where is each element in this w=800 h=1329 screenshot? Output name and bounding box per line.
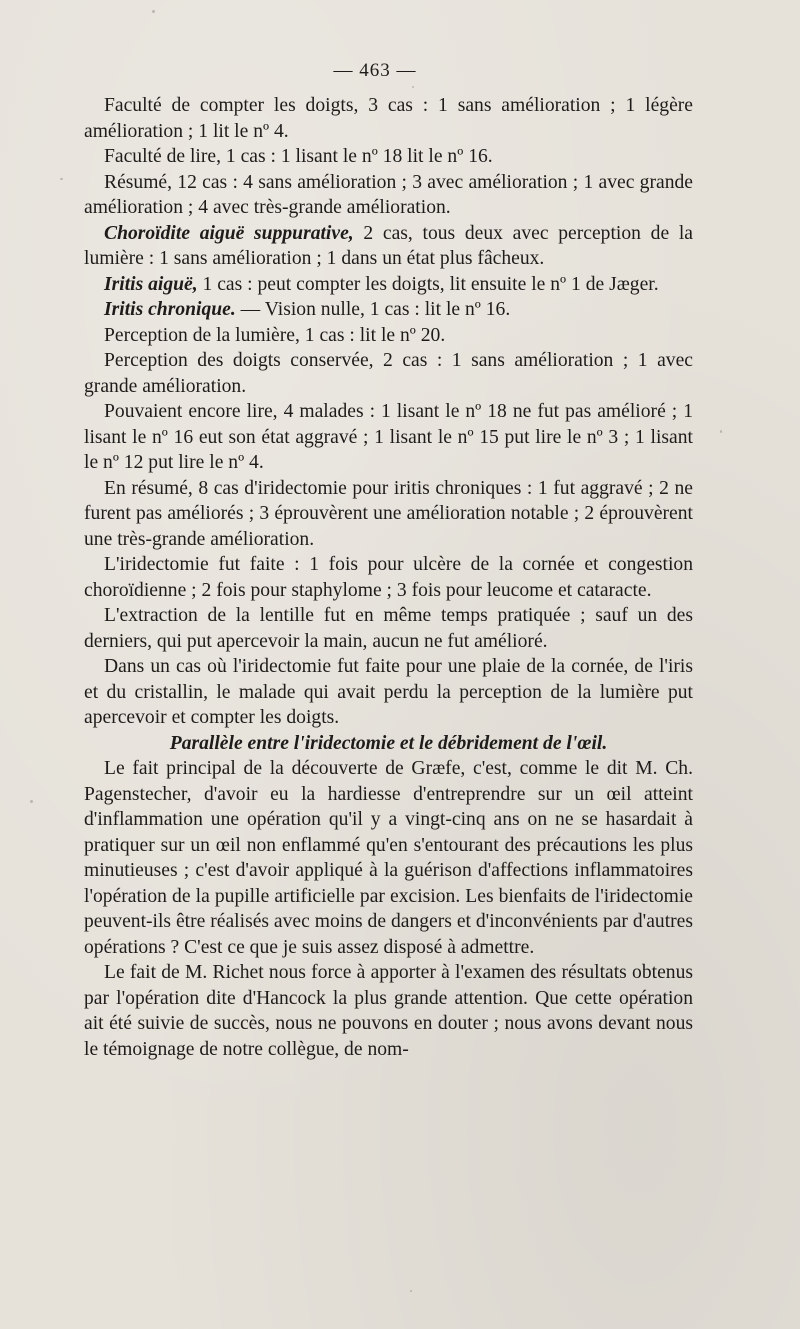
page-number: — 463 — xyxy=(333,60,417,81)
paper-speck xyxy=(410,1290,412,1292)
paper-speck xyxy=(60,178,63,180)
paragraph: L'extraction de la lentille fut en même temps pratiquée ; sauf un des derniers, qui put apercevoir la main, aucun ne fut amélioré. xyxy=(84,605,693,652)
paragraph: Le fait de M. Richet nous force à apporter à l'examen des résultats obtenus par l'opération dite d'Hancock la plus grande attention. Que cette opération ait été suivie de succès, nous ne pouvons en douter ; nous avons devant nous le témoignage de notre collègue, de nom- xyxy=(84,962,693,1060)
italic-label: Iritis aiguë, xyxy=(104,273,198,295)
paper-speck xyxy=(650,790,653,792)
paragraph: Perception des doigts conservée, 2 cas : 1 sans amélioration ; 1 avec grande amélioration. xyxy=(84,350,693,397)
paragraph: Iritis aiguë, 1 cas : peut compter les doigts, lit ensuite le nº 1 de Jæger. xyxy=(104,273,659,295)
paragraph: Pouvaient encore lire, 4 malades : 1 lisant le nº 18 ne fut pas amélioré ; 1 lisant le nº 16 eut son état aggravé ; 1 lisant le nº 15 put lire le nº 3 ; 1 lisant le nº 12 put lire le nº 4. xyxy=(84,401,693,473)
paragraph: Le fait principal de la découverte de Græfe, c'est, comme le dit M. Ch. Pagenstecher, d'avoir eu la hardiesse d'entreprendre sur un œil atteint d'inflammation une opération qu'il y a vingt-cinq ans on ne se hasardait à pratiquer sur un œil non enflammé qu'en s'entourant des précautions les plus minutieuses ; c'est d'avoir appliqué à la guérison d'affections inflammatoires l'opération de la pupille artificielle par excision. Les bienfaits de l'iridectomie peuvent-ils être réalisés avec moins de dangers et d'inconvénients par d'autres opérations ? C'est ce que je suis assez disposé à admettre. xyxy=(84,758,693,958)
italic-label: Iritis chronique. xyxy=(104,299,236,320)
section-title: Parallèle entre l'iridectomie et le débridement de l'œil. xyxy=(169,732,608,754)
body-text xyxy=(84,93,693,1062)
paper-speck xyxy=(30,800,33,803)
paragraph: Iritis chronique. — Vision nulle, 1 cas : lit le nº 16. xyxy=(104,299,511,320)
paragraph: Faculté de lire, 1 cas : 1 lisant le nº 18 lit le nº 16. xyxy=(104,146,493,167)
paragraph: Résumé, 12 cas : 4 sans amélioration ; 3 avec amélioration ; 1 avec grande amélioration ; 4 avec très-grande amélioration. xyxy=(84,171,693,218)
paper-speck xyxy=(152,10,155,13)
paragraph: L'iridectomie fut faite : 1 fois pour ulcère de la cornée et congestion choroïdienne ; 2 fois pour staphylome ; 3 fois pour leucome et cataracte. xyxy=(84,554,693,601)
paper-speck xyxy=(720,430,722,433)
paper-speck xyxy=(412,86,414,88)
paragraph: Dans un cas où l'iridectomie fut faite pour une plaie de la cornée, de l'iris et du cristallin, le malade qui avait perdu la perception de la lumière put apercevoir et compter les doigts. xyxy=(84,656,693,728)
italic-label: Choroïdite aiguë suppurative, xyxy=(104,222,354,244)
paragraph: Perception de la lumière, 1 cas : lit le nº 20. xyxy=(104,324,446,346)
paragraph: En résumé, 8 cas d'iridectomie pour iritis chroniques : 1 fut aggravé ; 2 ne furent pas améliorés ; 3 éprouvèrent une amélioration notable ; 2 éprouvèrent une très-grande amélioration. xyxy=(84,477,693,550)
paragraph: Faculté de compter les doigts, 3 cas : 1 sans amélioration ; 1 légère amélioration ; 1 lit le nº 4. xyxy=(84,95,693,142)
paragraph: Choroïdite aiguë suppurative, 2 cas, tous deux avec perception de la lumière : 1 sans amélioration ; 1 dans un état plus fâcheux. xyxy=(84,222,693,269)
